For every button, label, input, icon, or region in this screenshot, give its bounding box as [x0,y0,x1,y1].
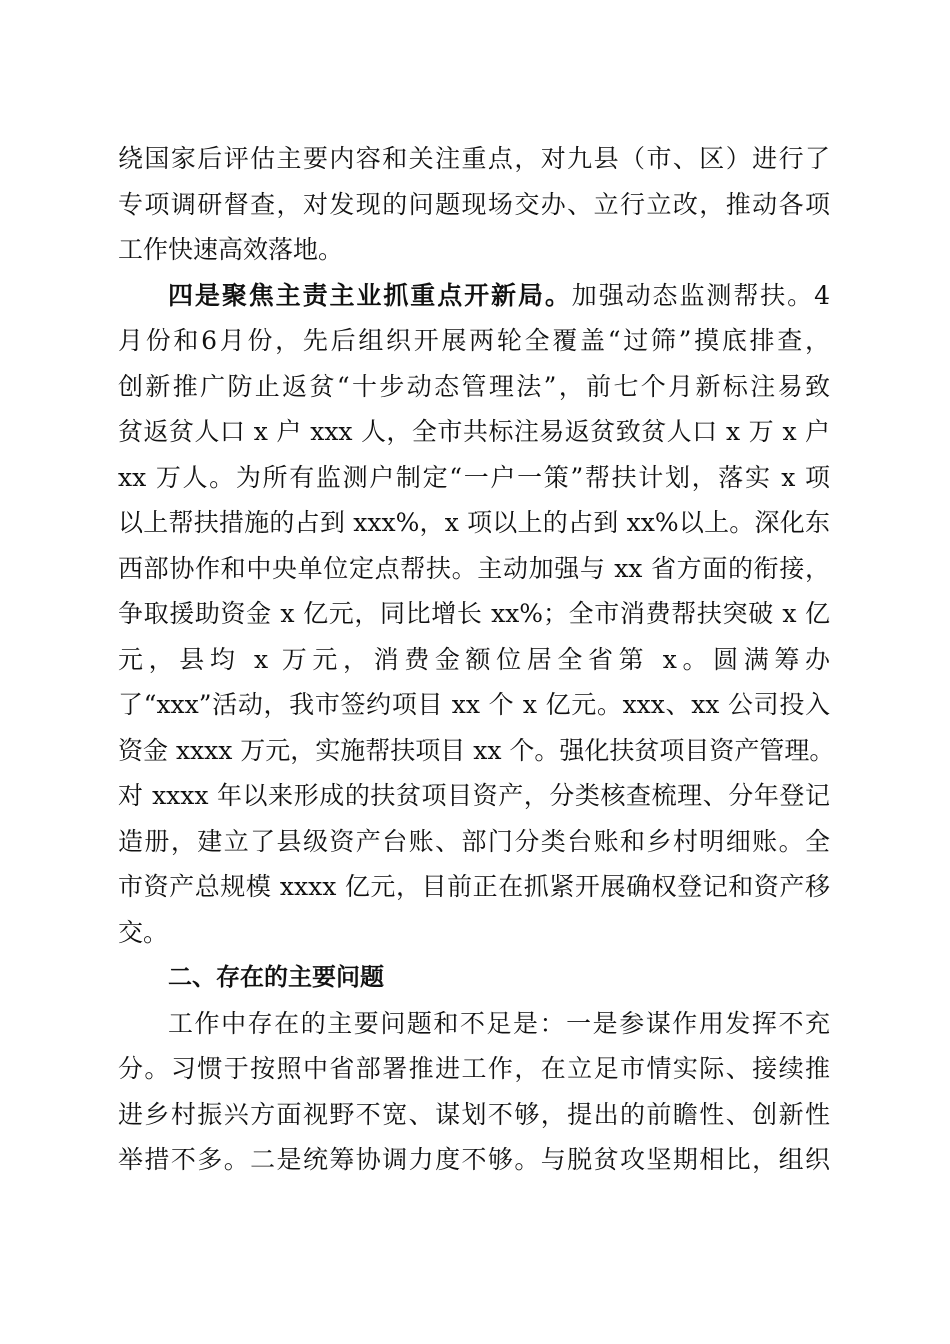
text-line: 工作快速高效落地。 [118,235,344,264]
text-line: 绕国家后评估主要内容和关注重点，对九县（市、区）进行了 [118,144,830,173]
text-line: 资金 xxxx 万元，实施帮扶项目 xx 个。强化扶贫项目资产管理。 [118,735,835,765]
text-line: 争取援助资金 x 亿元，同比增长 xx%；全市消费帮扶突破 x 亿 [118,599,830,628]
text-line: 造册，建立了县级资产台账、部门分类台账和乡村明细账。全 [118,826,830,856]
text-line: 以上帮扶措施的占到 xxx%，x 项以上的占到 xx%以上。深化东 [118,508,830,537]
text-line: 分。习惯于按照中省部署推进工作，在立足市情实际、接续推 [118,1054,830,1083]
paragraph-lead-line [118,273,830,319]
text-line: 举措不多。二是统筹协调力度不够。与脱贫攻坚期相比，组织 [118,1145,830,1174]
text-line: 市资产总规模 xxxx 亿元，目前正在抓紧开展确权登记和资产移 [118,872,830,901]
text-line: 进乡村振兴方面视野不宽、谋划不够，提出的前瞻性、创新性 [118,1099,830,1129]
lead-rest-text: 加强动态监测帮扶。4 [571,280,830,310]
section-heading: 二、存在的主要问题 [168,963,384,991]
text-line: 了“xxx”活动，我市签约项目 xx 个 x 亿元。xxx、xx 公司投入 [118,690,830,719]
lead-bold-text: 四是聚焦主责主业抓重点开新局。 [168,280,572,310]
text-line: 交。 [118,917,169,947]
text-line: 元，县均 x 万元，消费金额位居全省第 x。圆满筹办 [118,644,830,674]
text-line: 西部协作和中央单位定点帮扶。主动加强与 xx 省方面的衔接， [118,553,830,583]
document-page [118,136,835,1183]
paragraph-problems [118,1001,830,1183]
text-line: 工作中存在的主要问题和不足是：一是参谋作用发挥不充 [168,1008,830,1038]
text-line: 创新推广防止返贫“十步动态管理法”，前七个月新标注易致 [118,371,830,401]
text-line: 对 xxxx 年以来形成的扶贫项目资产，分类核查梳理、分年登记 [118,781,830,810]
text-line: 专项调研督查，对发现的问题现场交办、立行立改，推动各项 [118,189,830,219]
paragraph-continued [118,136,830,273]
text-line: xx 万人。为所有监测户制定“一户一策”帮扶计划，落实 x 项 [118,462,830,492]
text-line: 月份和6月份，先后组织开展两轮全覆盖“过筛”摸底排查， [118,326,830,355]
paragraph-four [118,273,835,956]
text-line: 贫返贫人口 x 户 xxx 人，全市共标注易返贫致贫人口 x 万 x 户 [118,417,830,446]
